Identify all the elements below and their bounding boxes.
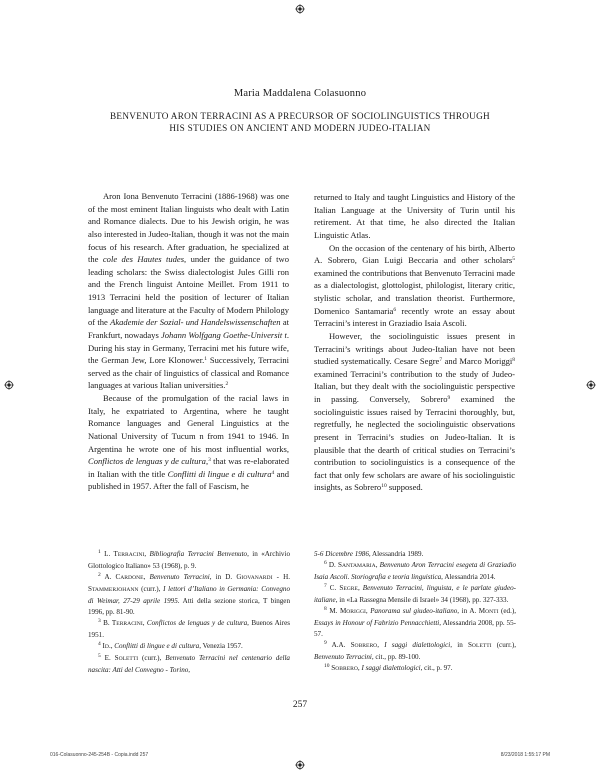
footnote-ref: 10 (381, 483, 387, 490)
print-slug-date: 8/23/2018 1:55:17 PM (500, 752, 550, 758)
footnote: $^7$ C. SEGRE, Benvenuto Terracini, linguista, e le parlate giudeo-italiane, in «La Rassegna Mensile di Israel» 34 (1968), pp. 327-333. (314, 583, 517, 604)
footnote: $^9$ A.A. SOBRERO, I saggi dialettologici, in SOLETTI (curr.), Benvenuto Terracini, cit., pp. 89-100. (314, 640, 516, 661)
paragraph: returned to Italy and taught Linguistics and History of the Italian Language at the University of Turin until his retirement. At that time, he also directed the Italian Linguistic Atlas. (314, 192, 515, 240)
footnote: $^2$ A. CARDONE, Benvenuto Terracini, in D. GIOVANARDI - H. STAMMERJOHANN (curr.), I lettori d’Italiano in Germania: Convegno di Weimar, 27-29 aprile 1995. Atti della sezione storica, T bingen 1996, pp. 81-90. (88, 572, 290, 616)
footnote-ref: 7 (439, 357, 443, 364)
body-column-right (314, 191, 515, 494)
footnote: $^3$ B. TERRACINI, Conflictos de lenguas y de cultura, Buenos Aires 1951. (88, 618, 291, 639)
paragraph: However, the sociolinguistic issues present in Terracini’s writings about Judeo-Italian have not been studied systematically. Cesare Segre$^7$ and Marco Moriggi$^8$ examined Terracini’s contribution to the study of Judeo-Italian, but they dealt with the sociolinguistic perspective in passing. Conversely, Sobrero$^9$ examined the sociolinguistic issues raised by Terracini thoroughly, but, regretfully, he neglected the sociolinguistic observations present in Terracini’s studies on Judeo-Italian. It is plausible that the dearth of critical studies on Terracini’s contribution to sociolinguistics is a consequence of the fact that only few scholars are aware of his sociolinguistic insights, as Sobrero$^{10}$ supposed. (314, 330, 515, 493)
registration-mark-bottom (295, 760, 305, 770)
paragraph: On the occasion of the centenary of his birth, Alberto A. Sobrero, Gian Luigi Beccaria and other scholars$^5$ examined the contributions that Benvenuto Terracini made as a dialectologist, glottologist, philologist, literary critic, stylistic scholar, and translation theorist. Furthermore, Domenico Santamaria$^6$ recently wrote an essay about Terracini’s interest in Graziadio Isaia Ascoli. (314, 242, 515, 329)
paragraph: Aron Iona Benvenuto Terracini (1886-1968) was one of the most eminent Italian linguists who dealt with Latin and Romance dialects. Due to his Jewish origin, he was also interested in Judeo-Italian, though it was not the main focus of his research. After graduation, he specialized at the cole des Hautes tudes, under the guidance of two leading scholars: the Swiss dialectologist Jules Gilli ron and the French linguist Antoine Meillet. From 1911 to 1913 Terracini held the position of lecturer of Italian language and literature at the Faculty of Modern Philology of the Akademie der Sozial- und Handelswissenschaften at Frankfurt, nowadays Johann Wolfgang Goethe-Universit t. During his stay in Germany, Terracini met his future wife, the German Jew, Lore Klonower.$^1$ Successively, Terracini served as the chair of linguistics of classical and Romance languages at various Italian universities.$^2$ (88, 191, 290, 391)
footnote: $^1$ L. TERRACINI, Bibliografia Terracini Benvenuto, in «Archivio Glottologico Italiano» 53 (1968), p. 9. (88, 549, 290, 570)
footnote: 5-6 Dicembre 1986, Alessandria 1989. (314, 550, 424, 558)
page-number: 257 (292, 700, 308, 710)
footnote: $^5$ E. SOLETTI (curr.), Benvenuto Terracini nel centenario della nascita: Atti del Convegno - Torino, (88, 653, 290, 674)
registration-mark-left (4, 380, 14, 390)
body-column-left (88, 190, 289, 493)
footnote: $^6$ D. SANTAMARIA, Benvenuto Aron Terracini esegeta di Graziadio Isaia Ascoli. Storiografia e teoria linguistica, Alessandria 2014. (314, 560, 517, 581)
title-line-2: HIS STUDIES ON ANCIENT AND MODERN JUDEO-ITALIAN (169, 123, 431, 133)
registration-mark-right (586, 380, 596, 390)
footnote: $^4$ ID., Conflitti di lingue e di cultura, Venezia 1957. (98, 641, 243, 650)
footnote-ref: 5 (512, 256, 515, 263)
paragraph: Because of the promulgation of the racial laws in Italy, he expatriated to Argentina, where he taught Romance languages and General Linguistics at the National University of Tucum n from 1941 to 1946. In Argentina he wrote one of his most influential works, Conflictos de lenguas y de cultura,$^3$ that was re-elaborated in Italian with the title Conflitti di lingue e di cultura$^4$ and published in 1957. After the fall of Fascism, he (88, 393, 289, 492)
author-name: Maria Maddalena Colasuonno (233, 88, 367, 99)
title-line-1: BENVENUTO ARON TERRACINI AS A PRECURSOR OF SOCIOLINGUISTICS THROUGH (110, 111, 490, 121)
footnote-ref: 2 (225, 381, 229, 388)
registration-mark-top (295, 4, 305, 14)
footnotes-right (314, 549, 516, 675)
footnote-ref: 6 (393, 306, 397, 313)
footnote: $^8$ M. MORIGGI, Panorama sul giudeo-italiano, in A. MONTI (ed.), Essays in Honour of Fabrizio Pennacchietti, Alessandria 2008, pp. 55-57. (314, 606, 516, 638)
footnote-ref: 9 (447, 395, 451, 401)
footnote-ref: 4 (271, 469, 275, 476)
article-title (90, 110, 510, 134)
print-slug-file: 016-Colasuonno-245-254B - Copia.indd 257 (50, 752, 149, 758)
footnote-ref: 8 (512, 357, 515, 364)
footnote-ref: 3 (208, 457, 211, 464)
footnote: $^{10}$ SOBRERO, I saggi dialettologici, cit., p. 97. (324, 663, 453, 672)
footnotes-left (88, 549, 290, 676)
footnote-ref: 1 (204, 356, 207, 363)
